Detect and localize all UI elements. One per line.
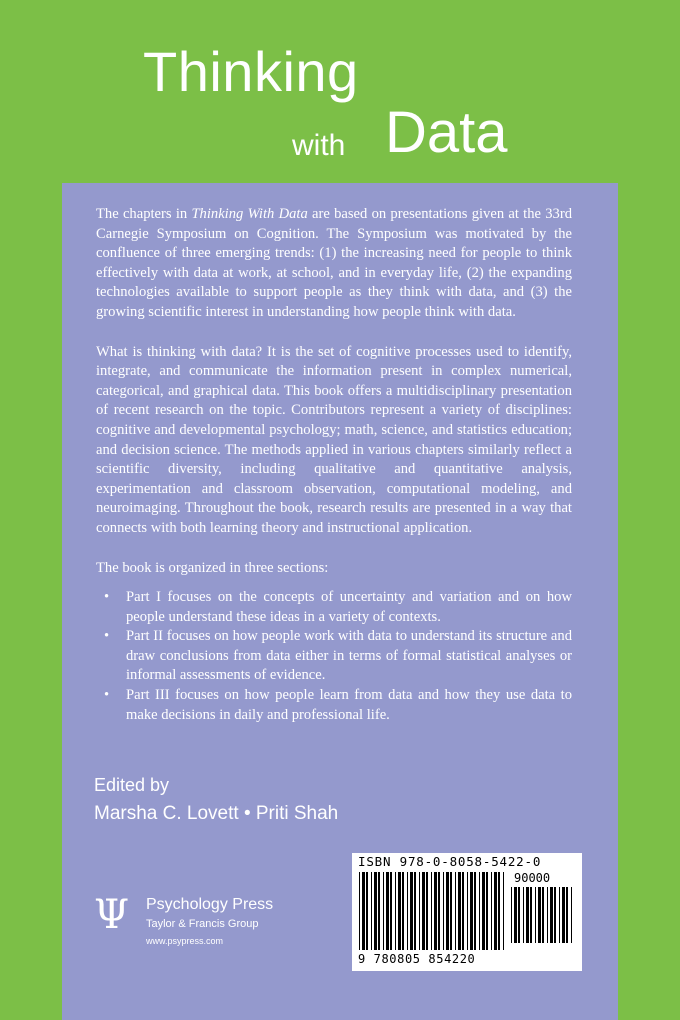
blurb-paragraph-1 — [96, 205, 572, 323]
title-thinking: Thinking — [143, 40, 359, 103]
psi-logo-icon: Ψ — [94, 892, 130, 938]
title-with: with — [292, 129, 346, 162]
publisher-logo-block — [94, 893, 334, 973]
list-item: • Part I focuses on the concepts of uncertainty and variation and on how people understand these ideas in a variety of contexts. — [118, 588, 572, 627]
blurb-p1-start: The chapters in — [96, 206, 192, 222]
barcode-box — [352, 853, 582, 971]
list-item: • Part II focuses on how people work with data to understand its structure and draw conclusions from data either in terms of formal statistical analyses or informal assessments of evidence. — [118, 627, 572, 686]
blurb-paragraph-3: The book is organized in three sections: — [96, 559, 329, 576]
editor-names: Marsha C. Lovett • Priti Shah — [94, 803, 339, 824]
publisher-name: Psychology Press — [146, 896, 274, 913]
publisher-group: Taylor & Francis Group — [146, 918, 259, 930]
blurb-paragraph-2: What is thinking with data? It is the set of cognitive processes used to identify, integrate, and communicate the information present in complex numerical, categorical, and graphical data. This book offers a multidisciplinary presentation of recent research on the topic. Contributors represent a variety of disciplines: cognitive and developmental psychology; math, science, and statistics education; and decision science. The methods applied in various chapters similarly reflect a scientific diversity, including qualitative and quantitative analysis, experimentation and classroom observation, computational modeling, and neuroimaging. Throughout the book, research results are presented in a way that connects with both learning theory and instructional application. — [96, 343, 572, 536]
ean-number: 9 780805 854220 — [358, 952, 476, 966]
isbn-text: ISBN 978-0-8058-5422-0 — [358, 854, 542, 869]
list-item: • Part III focuses on how people learn from data and how they use data to make decisions in daily and professional life. — [118, 686, 572, 725]
price-addon-number: 90000 — [514, 871, 551, 885]
title-data: Data — [385, 100, 508, 165]
edited-by-label: Edited by — [94, 775, 170, 795]
blurb — [96, 205, 572, 725]
sections-list — [96, 588, 572, 725]
blurb-p1-end: are based on presentations given at the 33rd Carnegie Symposium on Cognition. The Symposium was motivated by the confluence of three emerging trends: (1) the increasing need for people to think effectively with data at work, at school, and in everyday life, (2) the expanding technologies available to support people as they think with data, and (3) the growing scientific interest in understanding how people think with data. — [96, 206, 572, 320]
back-cover-panel — [62, 183, 618, 1020]
ean-barcode-icon — [358, 872, 506, 950]
publisher-url: www.psypress.com — [146, 936, 224, 946]
addon-barcode-icon — [510, 887, 574, 943]
book-title-italic: Thinking With Data — [191, 206, 308, 222]
